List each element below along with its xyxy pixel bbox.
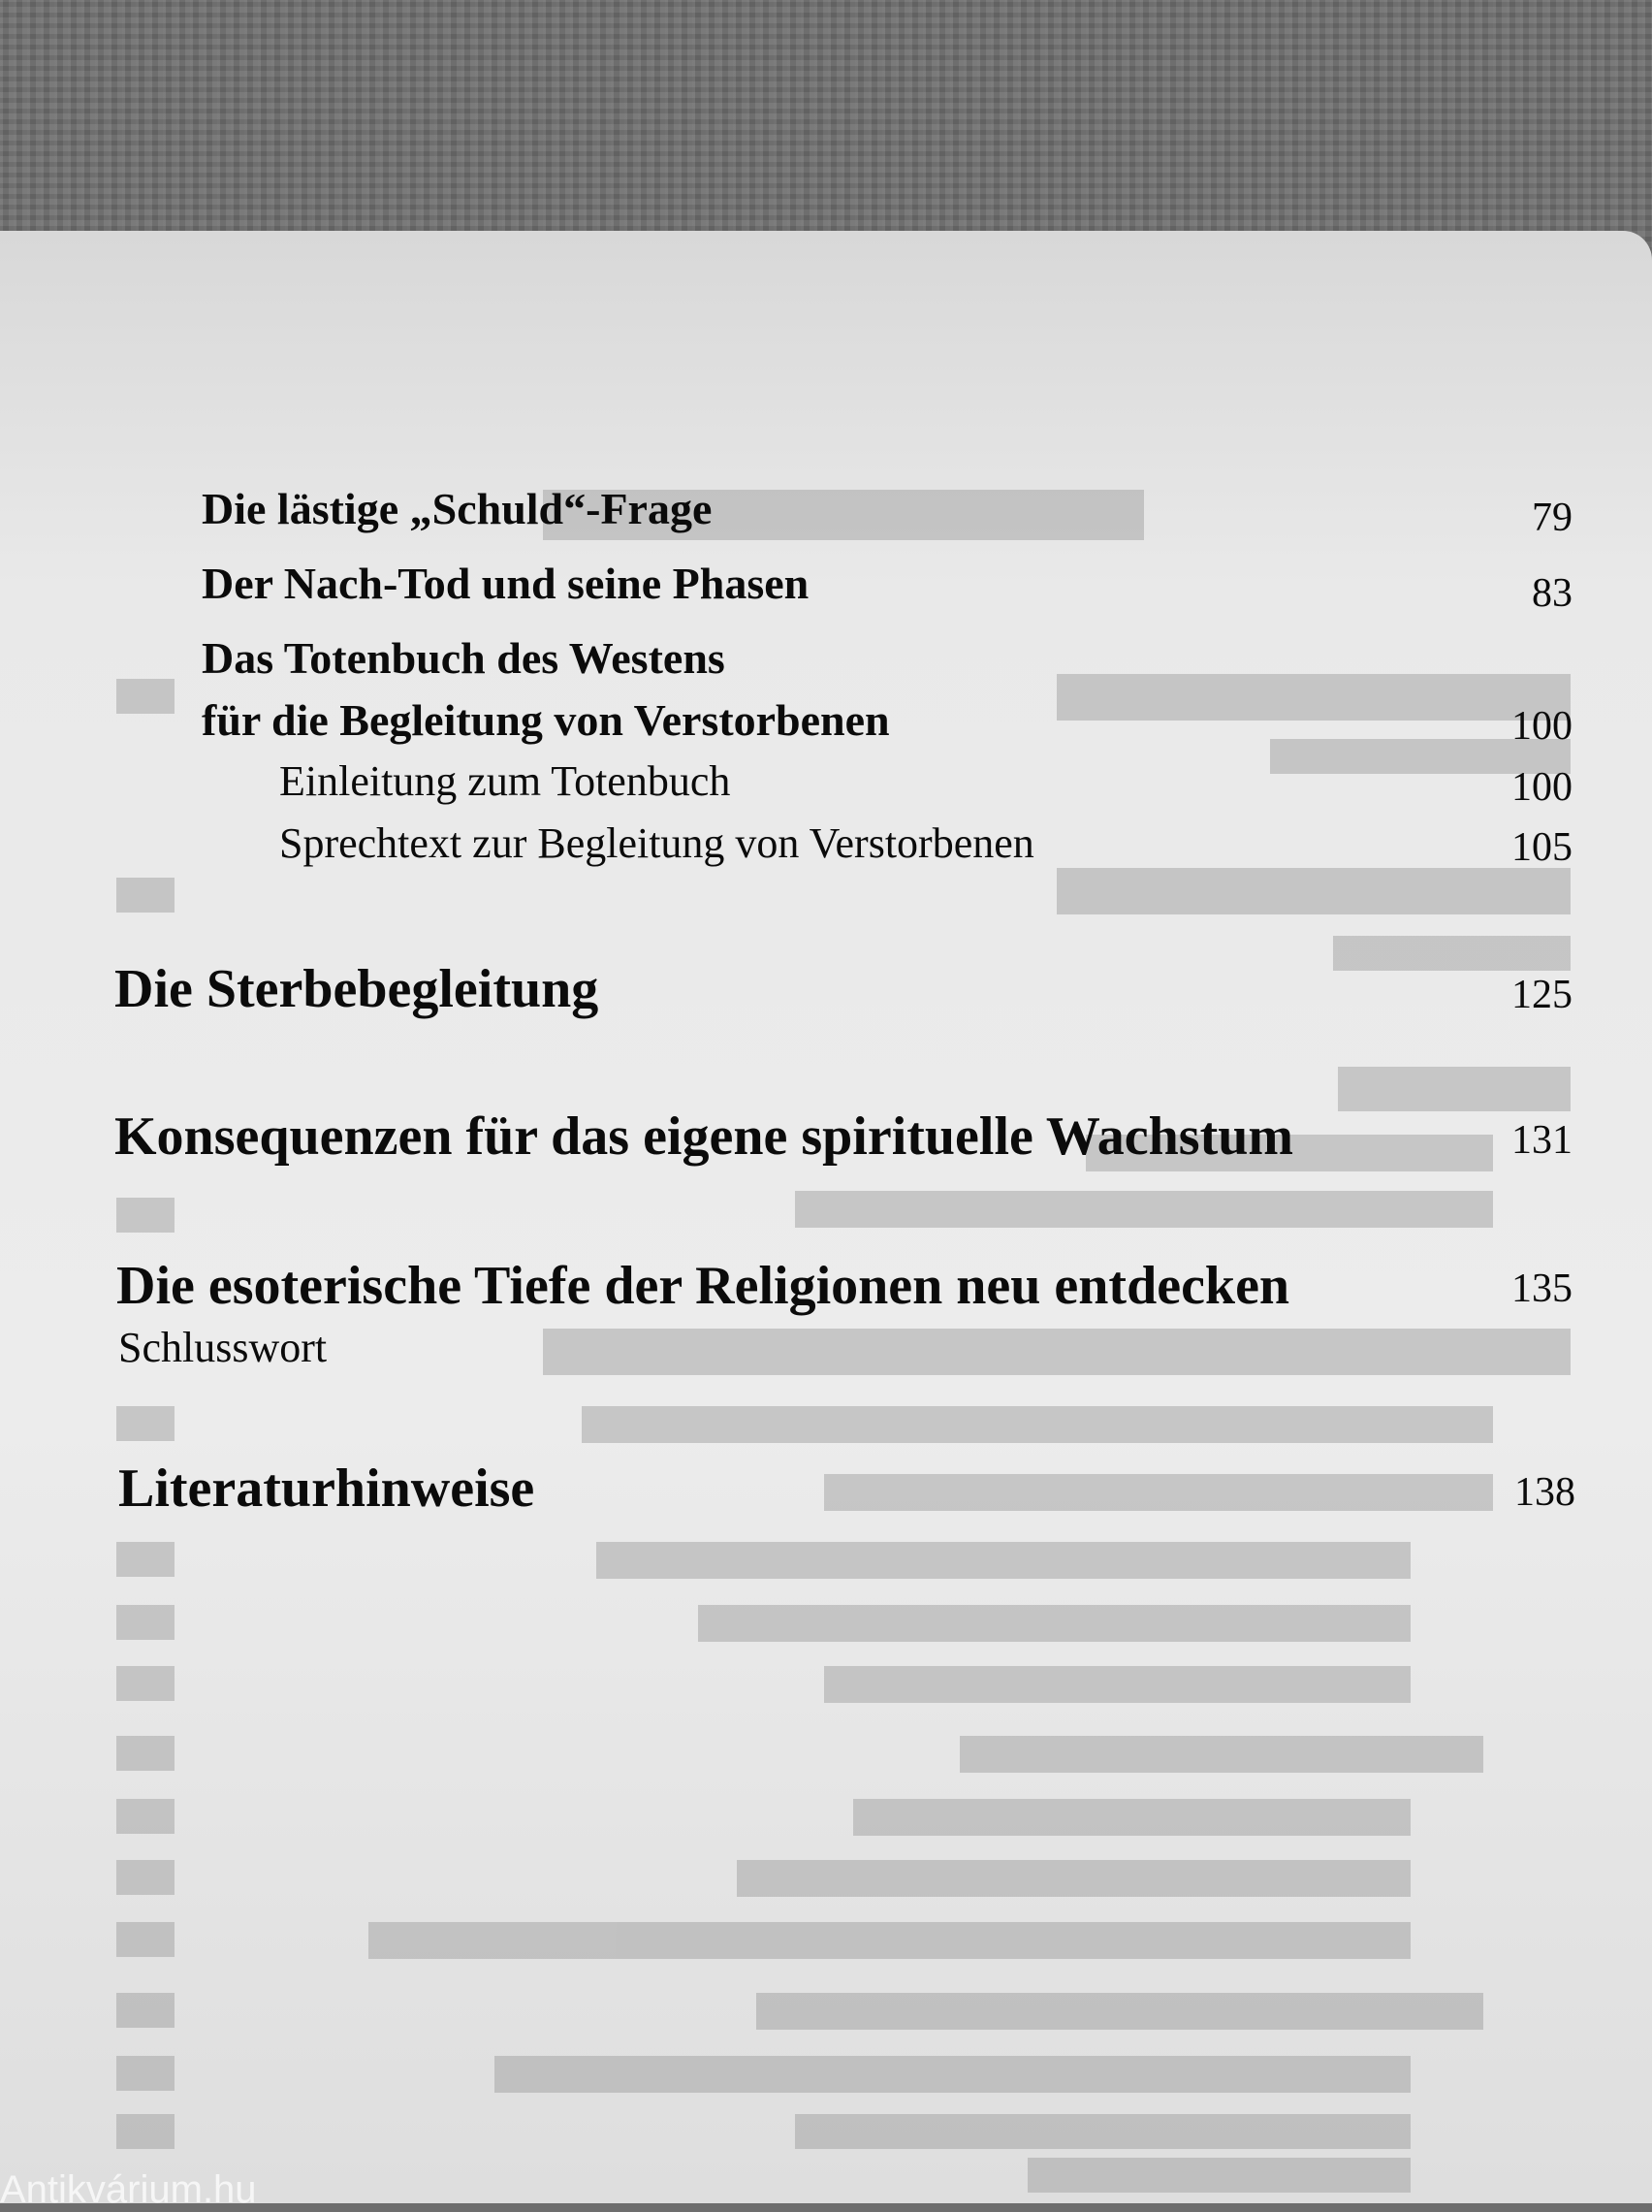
toc-entry-title: Schlusswort — [118, 1324, 328, 1371]
toc-chapter-title: Konsequenzen für das eigene spirituelle Wachstum — [114, 1106, 1294, 1167]
toc-chapter-page: 125 — [1511, 973, 1573, 1017]
toc-subentry-page: 100 — [1511, 765, 1573, 810]
toc-subentry-page: 105 — [1511, 825, 1573, 870]
toc-chapter-title: Die esoterische Tiefe der Religionen neu entdecken — [116, 1256, 1290, 1316]
toc-chapter-title: Literaturhinweise — [118, 1459, 535, 1519]
toc-chapter-page: 131 — [1511, 1118, 1573, 1163]
toc-entry-page: 83 — [1532, 571, 1573, 616]
toc-entry-title-line1: Das Totenbuch des Westens — [202, 633, 725, 683]
toc-entry-page: 79 — [1532, 496, 1573, 540]
toc-chapter-page: 135 — [1511, 1266, 1573, 1311]
toc-entry-page: 100 — [1511, 704, 1573, 749]
toc-entry-title: Die lästige „Schuld“-Frage — [202, 484, 713, 533]
toc-entry-title-line2: für die Begleitung von Verstorbenen — [202, 695, 890, 745]
toc-subentry-title: Einleitung zum Totenbuch — [279, 757, 731, 805]
toc-chapter-title: Die Sterbebegleitung — [114, 959, 599, 1019]
toc-entry-title: Der Nach-Tod und seine Phasen — [202, 559, 810, 608]
toc-chapter-page: 138 — [1514, 1470, 1575, 1515]
watermark: Antikvárium.hu — [0, 2168, 257, 2211]
toc-subentry-title: Sprechtext zur Begleitung von Verstorbenen — [279, 819, 1034, 867]
